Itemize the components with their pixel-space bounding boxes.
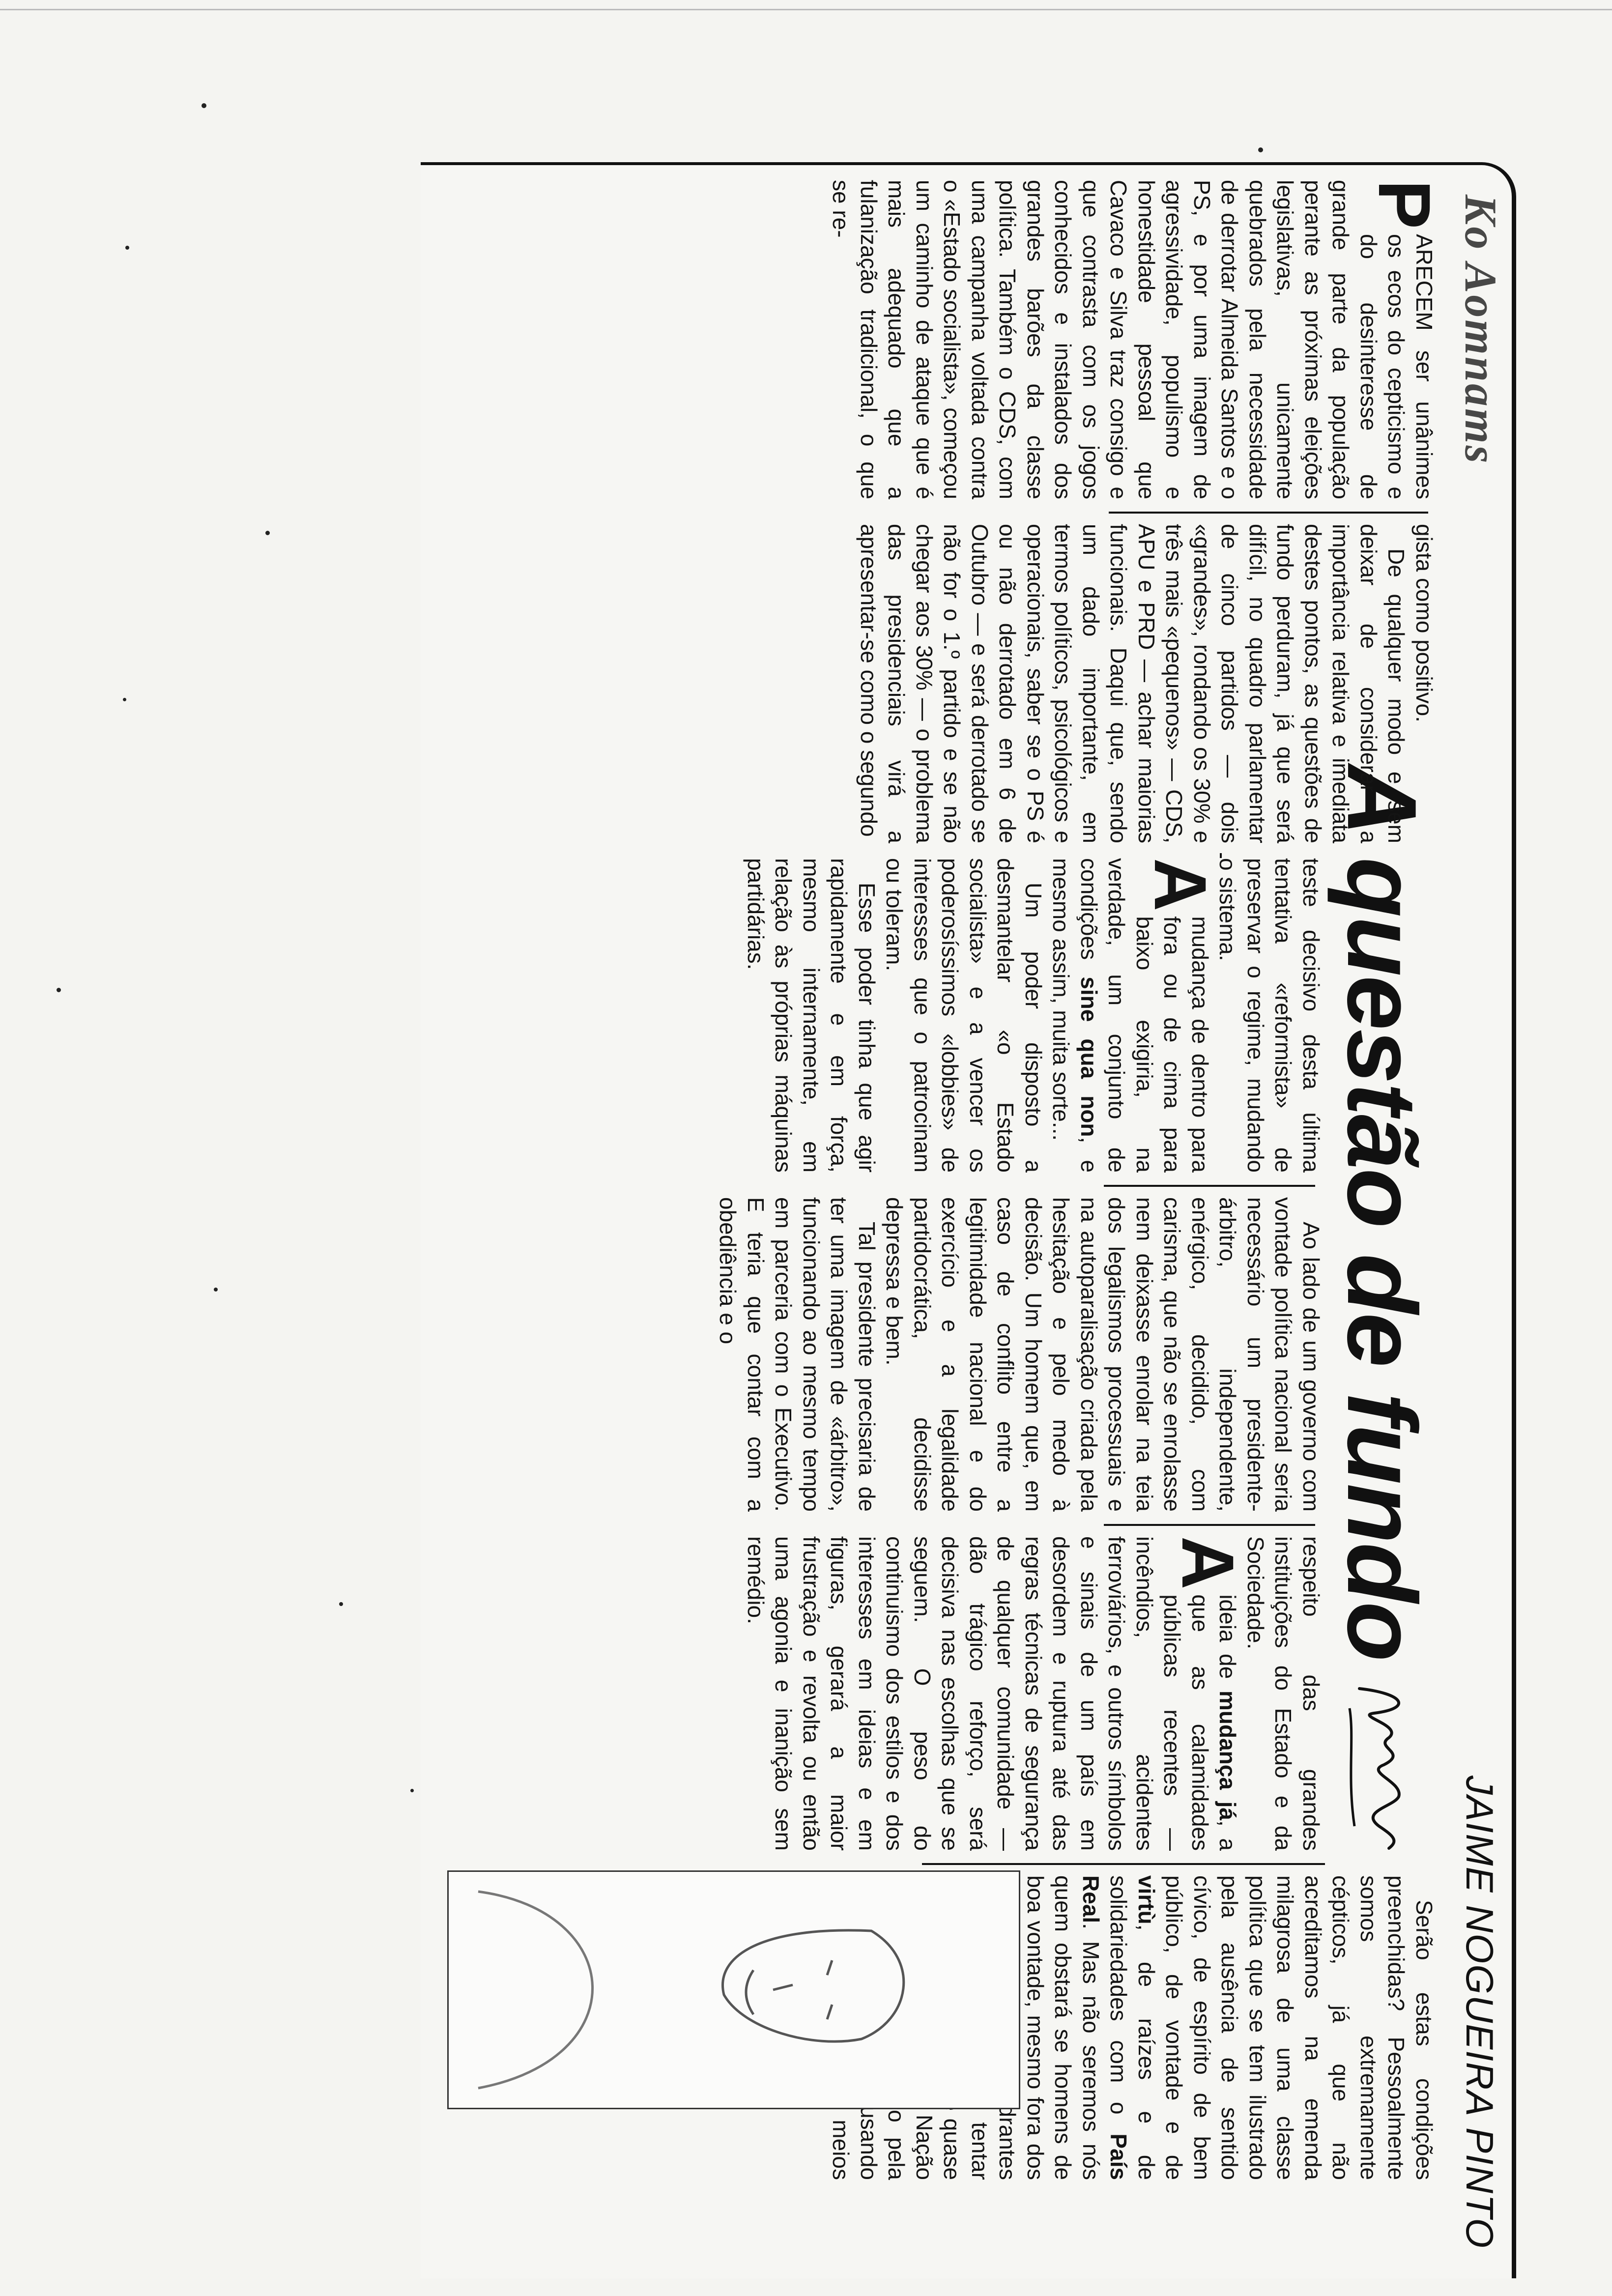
- scan-speck: [214, 1288, 218, 1292]
- paragraph-text: mudança de dentro para fora ou de cima para baixo exigiria, na verdade, um conjunto de condições: [1076, 858, 1213, 1173]
- scan-speck: [202, 103, 206, 108]
- emphasis-text: País Real: [1078, 1875, 1132, 2180]
- paragraph: [827, 180, 1446, 499]
- article-column-1: [828, 180, 1446, 499]
- paragraph-text: , de raízes e de solidariedades com o: [1106, 1875, 1159, 2180]
- scan-speck: [339, 1602, 343, 1606]
- author-photo: [447, 1870, 1020, 2109]
- emphasis-text: sine qua non: [1076, 976, 1102, 1137]
- scan-speck: [57, 988, 61, 992]
- paragraph: [742, 1536, 1250, 1851]
- paragraph: teste decisivo desta última tentativa «reformista» de preservar o regime, mudando o sistema.: [1215, 858, 1324, 1173]
- scan-speck: [125, 246, 129, 250]
- drop-cap: A: [1139, 858, 1222, 912]
- scan-speck: [410, 1789, 414, 1792]
- scan-speck: [1258, 147, 1263, 152]
- newspaper-clipping: [421, 162, 1516, 2278]
- emphasis-text: mudança já: [1215, 1691, 1241, 1820]
- paragraph: De qualquer modo e sem deixar de considerar a importância relativa e imediata destes pontos, as questões de fundo perduram, já que será difícil, no quadro parlamentar de cinco partidos — dois «grandes», rondando os 30% e três mais «pequenos» — CDS, APU e PRD — achar maiorias funcionais. Daqui que, sendo um dado importante, em termos políticos, psicológicos e operacionais, saber se o PS é ou não derrotado em 6 de Outubro — e será derrotado se não for o 1.º partido e se não chegar aos 30% — o problema das presidenciais virá a apresentar-se como o segundo: [856, 524, 1410, 843]
- article-column-6: [828, 1875, 1438, 2180]
- scan-speck: [265, 531, 270, 535]
- paragraph: [1047, 858, 1222, 1173]
- column-divider: [1109, 512, 1428, 514]
- emphasis-text: virtù: [1134, 1875, 1159, 1924]
- header-strip: [1438, 195, 1512, 2249]
- paragraph-text: Serão estas condições preenchidas? Pessoalmente somos extremamente cépticos, já que não acreditamos na emenda milagrosa de uma classe política que se tem ilustrado pela ausência de sentido cívico, de espírito de bem público, de vontade e de: [1161, 1875, 1437, 2180]
- article-column-4: [715, 1197, 1325, 1512]
- scan-speck: [123, 698, 126, 701]
- photo-image: [449, 1872, 1019, 2108]
- author-byline: JAIME NOGUEIRA PINTO: [1458, 1775, 1501, 2249]
- paragraph-text: , e mesmo assim, muita sorte...: [1048, 858, 1102, 1173]
- column-divider: [922, 1863, 1325, 1865]
- paragraph: Tal presidente precisaria de ter uma imagem de «árbitro», funcionando ao mesmo tempo em parceria com o Executivo. E teria que contar com a obediência e o: [715, 1197, 880, 1512]
- article-column-3: [743, 858, 1325, 1173]
- headline: A questão de fundo: [1327, 765, 1437, 1661]
- scan-edge-line: [0, 9, 1612, 10]
- article-column-2: [856, 524, 1438, 843]
- paragraph: Ao lado de um governo com vontade política nacional seria necessário um presidente-árbitro, independente, enérgico, decidido, com carisma, que não se enrolasse nem deixasse enrolar na teia dos legalismos processuais e na autoparalisação criada pela hesitação e pelo medo à decisão. Um homem que, em caso de conflito entre a legitimidade nacional e do exercício e a legalidade partidocrática, decidisse depressa e bem.: [882, 1197, 1324, 1512]
- paragraph-text: ARECEM ser unânimes os ecos do cepticismo e do desinteresse de grande parte da população perante as próximas eleições legislativas, unicamente quebrados pela necessidade de derrotar Almeida Santos e o PS, e por uma imagem de agressividade, populismo e honestidade pessoal que Cavaco e Silva traz consigo e que contrasta com os jogos conhecidos e instalados dos grandes barões da classe política. Também o CDS, com uma campanha voltada contra o «Estado socialista», começou um caminho de ataque que é mais adequado que a fulanização tradicional, o que se re-: [828, 180, 1437, 499]
- paragraph: respeito das grandes instituições do Estado e da Sociedade.: [1243, 1536, 1324, 1851]
- section-tag: Ko Aomnams: [1456, 195, 1506, 465]
- column-divider: [1220, 853, 1222, 858]
- paragraph: Esse poder tinha que agir rapidamente e em força, mesmo internamente, em relação às próprias máquinas partidárias.: [743, 858, 880, 1173]
- paragraph-text: ideia de: [1215, 1594, 1241, 1691]
- drop-cap: A: [1167, 1536, 1250, 1590]
- article-column-5: [743, 1536, 1325, 1851]
- paragraph-text: , a que as calamidades públicas recentes — incêndios, acidentes ferroviários, e outros símbolos e sinais de um país em desordem e ruptura até das regras técnicas de segurança de qualquer comunidade — dão trágico reforço, será decisiva nas escolhas que se seguem. O peso do continuismo dos estilos e dos interesses em ideias e em figuras, gerará a maior frustração e revolta ou então uma agonia e inanição sem remédio.: [743, 1536, 1241, 1851]
- paragraph: Um poder disposto a desmantelar «o Estado socialista» e a vencer os poderosíssimos «lobbies» de interesses que o patrocinam ou toleram.: [882, 858, 1046, 1173]
- column-divider: [1104, 1524, 1315, 1526]
- paragraph: gista como positivo.: [1411, 524, 1437, 722]
- column-divider: [1104, 1185, 1315, 1187]
- paragraph-text: . Mas não seremos nós quem obstará se homens de boa vontade, mesmo fora dos quadrantes tentar quase Nação pela usando meios: [828, 1875, 1104, 2180]
- drop-cap: P: [1363, 180, 1446, 230]
